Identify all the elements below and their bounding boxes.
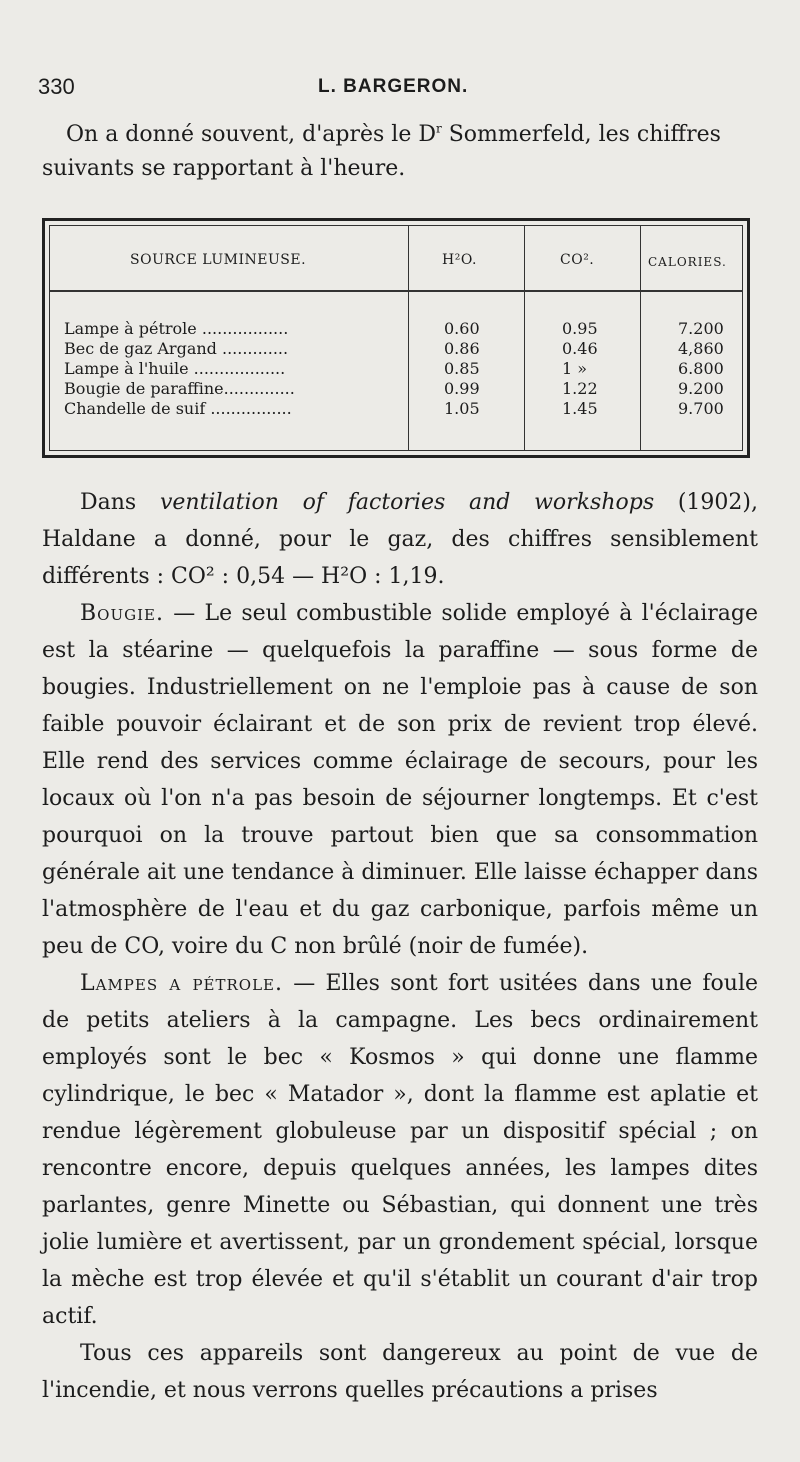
- book-title: ventilation of factories and workshops: [159, 490, 655, 515]
- header-h2o: H²O.: [442, 252, 477, 268]
- running-head: L. BARGERON.: [318, 76, 469, 97]
- cell-source: Lampe à l'huile ..................: [64, 359, 286, 378]
- page-header: [38, 74, 758, 110]
- table-row: [64, 379, 744, 399]
- cell-co2: 0.95: [562, 319, 598, 338]
- table-row: [64, 339, 744, 359]
- cell-h2o: 0.99: [444, 379, 480, 398]
- section-lead-lampes: Lampes a pétrole.: [80, 971, 283, 996]
- cell-source: Bougie de paraffine..............: [64, 379, 295, 398]
- cell-h2o: 0.85: [444, 359, 480, 378]
- body-text: [42, 484, 758, 1409]
- paragraph-bougie: Bougie. — Le seul combustible solide employé à l'éclairage est la stéarine — quelquefois la paraffine — sous forme de bougies. Industriellement on ne l'emploie pas à cause de son faible pouvoir éclairant et de son prix de revient trop élevé. Elle rend des services comme éclairage de secours, pour les locaux où l'on n'a pas besoin de séjourner longtemps. Et c'est pourquoi on la trouve partout bien que sa consommation générale ait une tendance à diminuer. Elle laisse échapper dans l'atmosphère de l'eau et du gaz carbonique, parfois même un peu de CO, voire du C non brûlé (noir de fumée).: [42, 601, 758, 959]
- cell-calories: 9.700: [678, 399, 724, 418]
- cell-source: Chandelle de suif ................: [64, 399, 292, 418]
- cell-source: Lampe à pétrole .................: [64, 319, 289, 338]
- cell-h2o: 1.05: [444, 399, 480, 418]
- paragraph-incendie: Tous ces appareils sont dangereux au point de vue de l'incendie, et nous verrons quelles précautions a prises: [42, 1341, 758, 1403]
- page-number: 330: [38, 74, 75, 99]
- table-row: [64, 359, 744, 379]
- section-lead-bougie: Bougie.: [80, 601, 164, 626]
- header-co2: CO².: [560, 252, 595, 268]
- cell-calories: 4,860: [678, 339, 724, 358]
- table-row: [64, 399, 744, 419]
- paragraph-lampes-petrole: Lampes a pétrole. — Elles sont fort usitées dans une foule de petits ateliers à la campagne. Les becs ordinairement employés sont le bec « Kosmos » qui donne une flamme cylindrique, le bec « Matador », dont la flamme est aplatie et rendue légèrement globuleuse par un dispositif spécial ; on rencontre encore, depuis quelques années, les lampes dites parlantes, genre Minette ou Sébastian, qui donnent une très jolie lumière et avertissent, par un grondement spécial, lorsque la mèche est trop élevée et qu'il s'établit un courant d'air trop actif.: [42, 971, 758, 1329]
- cell-calories: 6.800: [678, 359, 724, 378]
- table-row: [64, 319, 744, 339]
- cell-calories: 9.200: [678, 379, 724, 398]
- cell-h2o: 0.60: [444, 319, 480, 338]
- cell-co2: 1.22: [562, 379, 598, 398]
- cell-h2o: 0.86: [444, 339, 480, 358]
- emissions-table: [42, 218, 750, 458]
- cell-co2: 1.45: [562, 399, 598, 418]
- cell-co2: 1 »: [562, 359, 588, 378]
- cell-source: Bec de gaz Argand .............: [64, 339, 289, 358]
- header-source: SOURCE LUMINEUSE.: [130, 252, 307, 268]
- cell-calories: 7.200: [678, 319, 724, 338]
- intro-paragraph: [42, 118, 758, 186]
- intro-text-post: Sommerfeld, les chiffres suivants se rapportant à l'heure.: [42, 122, 721, 181]
- paragraph-haldane: Dans ventilation of factories and workshops (1902), Haldane a donné, pour le gaz, des chiffres sensiblement différents : CO² : 0,54 — H²O : 1,19.: [42, 490, 758, 589]
- intro-superscript: r: [435, 121, 442, 136]
- header-calories: CALORIES.: [648, 255, 727, 269]
- intro-text-pre: On a donné souvent, d'après le D: [66, 122, 436, 147]
- cell-co2: 0.46: [562, 339, 598, 358]
